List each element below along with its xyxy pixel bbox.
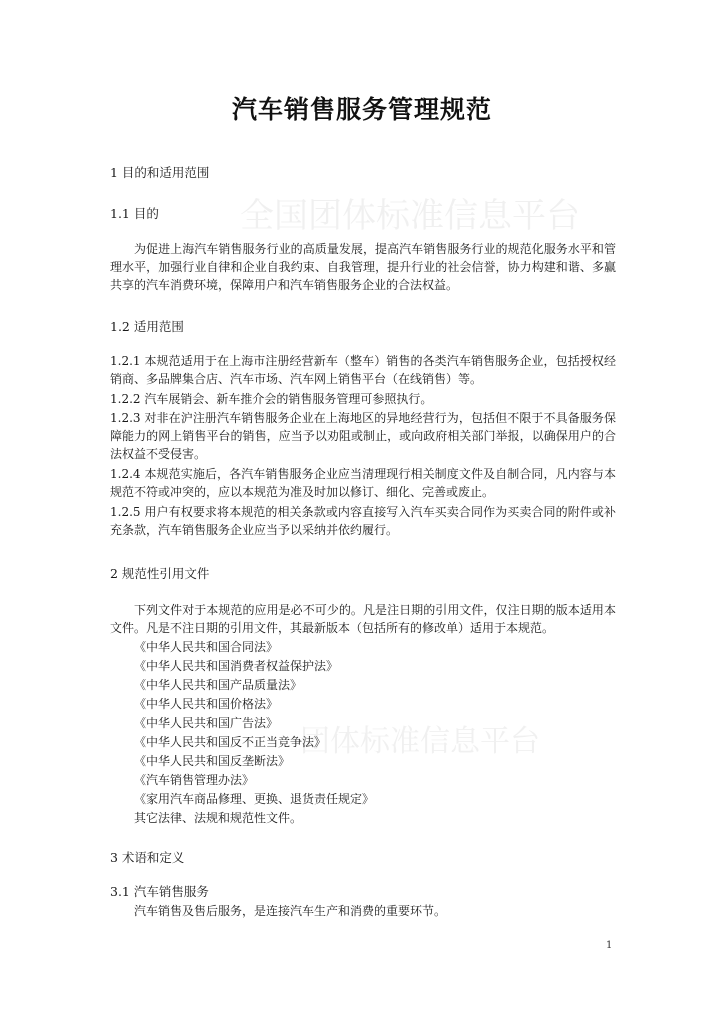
reference-item: 其它法律、法规和规范性文件。: [134, 811, 303, 825]
clause-1-2-4: 1.2.4 本规范实施后，各汽车销售服务企业应当清理现行相关制度文件及自制合同，凡内容与本规范不符或冲突的，应以本规范为准及时加以修订、细化、完善或废止。: [110, 467, 616, 499]
reference-item: 《中华人民共和国广告法》: [134, 716, 279, 730]
clause-1-2-3: 1.2.3 对非在沪注册汽车销售服务企业在上海地区的异地经营行为，包括但不限于不具备服务保障能力的网上销售平台的销售，应当予以劝阻或制止，或向政府相关部门举报，以确保用户的合法权益不受侵害。: [110, 411, 616, 461]
reference-item: 《中华人民共和国产品质量法》: [134, 678, 303, 692]
clause-1-2-2: 1.2.2 汽车展销会、新车推介会的销售服务管理可参照执行。: [110, 392, 433, 406]
watermark: 全国团体标准信息平台: [240, 196, 580, 236]
reference-item: 《中华人民共和国合同法》: [134, 640, 279, 654]
section-heading-1-1: 1.1 目的: [110, 206, 159, 221]
section-heading-1-2: 1.2 适用范围: [110, 319, 184, 334]
clause-1-2-1: 1.2.1 本规范适用于在上海市注册经营新车（整车）销售的各类汽车销售服务企业，包括授权经销商、多品牌集合店、汽车市场、汽车网上销售平台（在线销售）等。: [110, 354, 616, 386]
reference-item: 《中华人民共和国反垄断法》: [134, 754, 291, 768]
paragraph-references: 下列文件对于本规范的应用是必不可少的。凡是注日期的引用文件，仅注日期的版本适用本文件。凡是不注日期的引用文件，其最新版本（包括所有的修改单）适用于本规范。: [110, 603, 616, 635]
reference-item: 《中华人民共和国反不正当竞争法》: [134, 735, 327, 749]
section-heading-2: 2 规范性引用文件: [110, 566, 210, 581]
watermark: 团体标准信息平台: [300, 724, 540, 759]
section-heading-3: 3 术语和定义: [110, 850, 185, 865]
document-title: 汽车销售服务管理规范: [231, 95, 492, 124]
paragraph-purpose: 为促进上海汽车销售服务行业的高质量发展，提高汽车销售服务行业的规范化服务水平和管理水平，加强行业自律和企业自我约束、自我管理，提升行业的社会信誉，协力构建和谐、多赢共享的汽车消费环境，保障用户和汽车销售服务企业的合法权益。: [110, 242, 616, 292]
reference-item: 《中华人民共和国消费者权益保护法》: [134, 659, 339, 673]
reference-item: 《汽车销售管理办法》: [134, 773, 255, 787]
clause-1-2-5: 1.2.5 用户有权要求将本规范的相关条款或内容直接写入汽车买卖合同作为买卖合同的附件或补充条款，汽车销售服务企业应当予以采纳并依约履行。: [110, 505, 616, 537]
section-heading-1: 1 目的和适用范围: [110, 165, 210, 180]
section-heading-3-1: 3.1 汽车销售服务: [110, 884, 209, 899]
page-number: 1: [606, 940, 613, 951]
reference-item: 《中华人民共和国价格法》: [134, 697, 279, 711]
reference-item: 《家用汽车商品修理、更换、退货责任规定》: [134, 792, 375, 806]
paragraph-definition: 汽车销售及售后服务，是连接汽车生产和消费的重要环节。: [134, 904, 447, 918]
